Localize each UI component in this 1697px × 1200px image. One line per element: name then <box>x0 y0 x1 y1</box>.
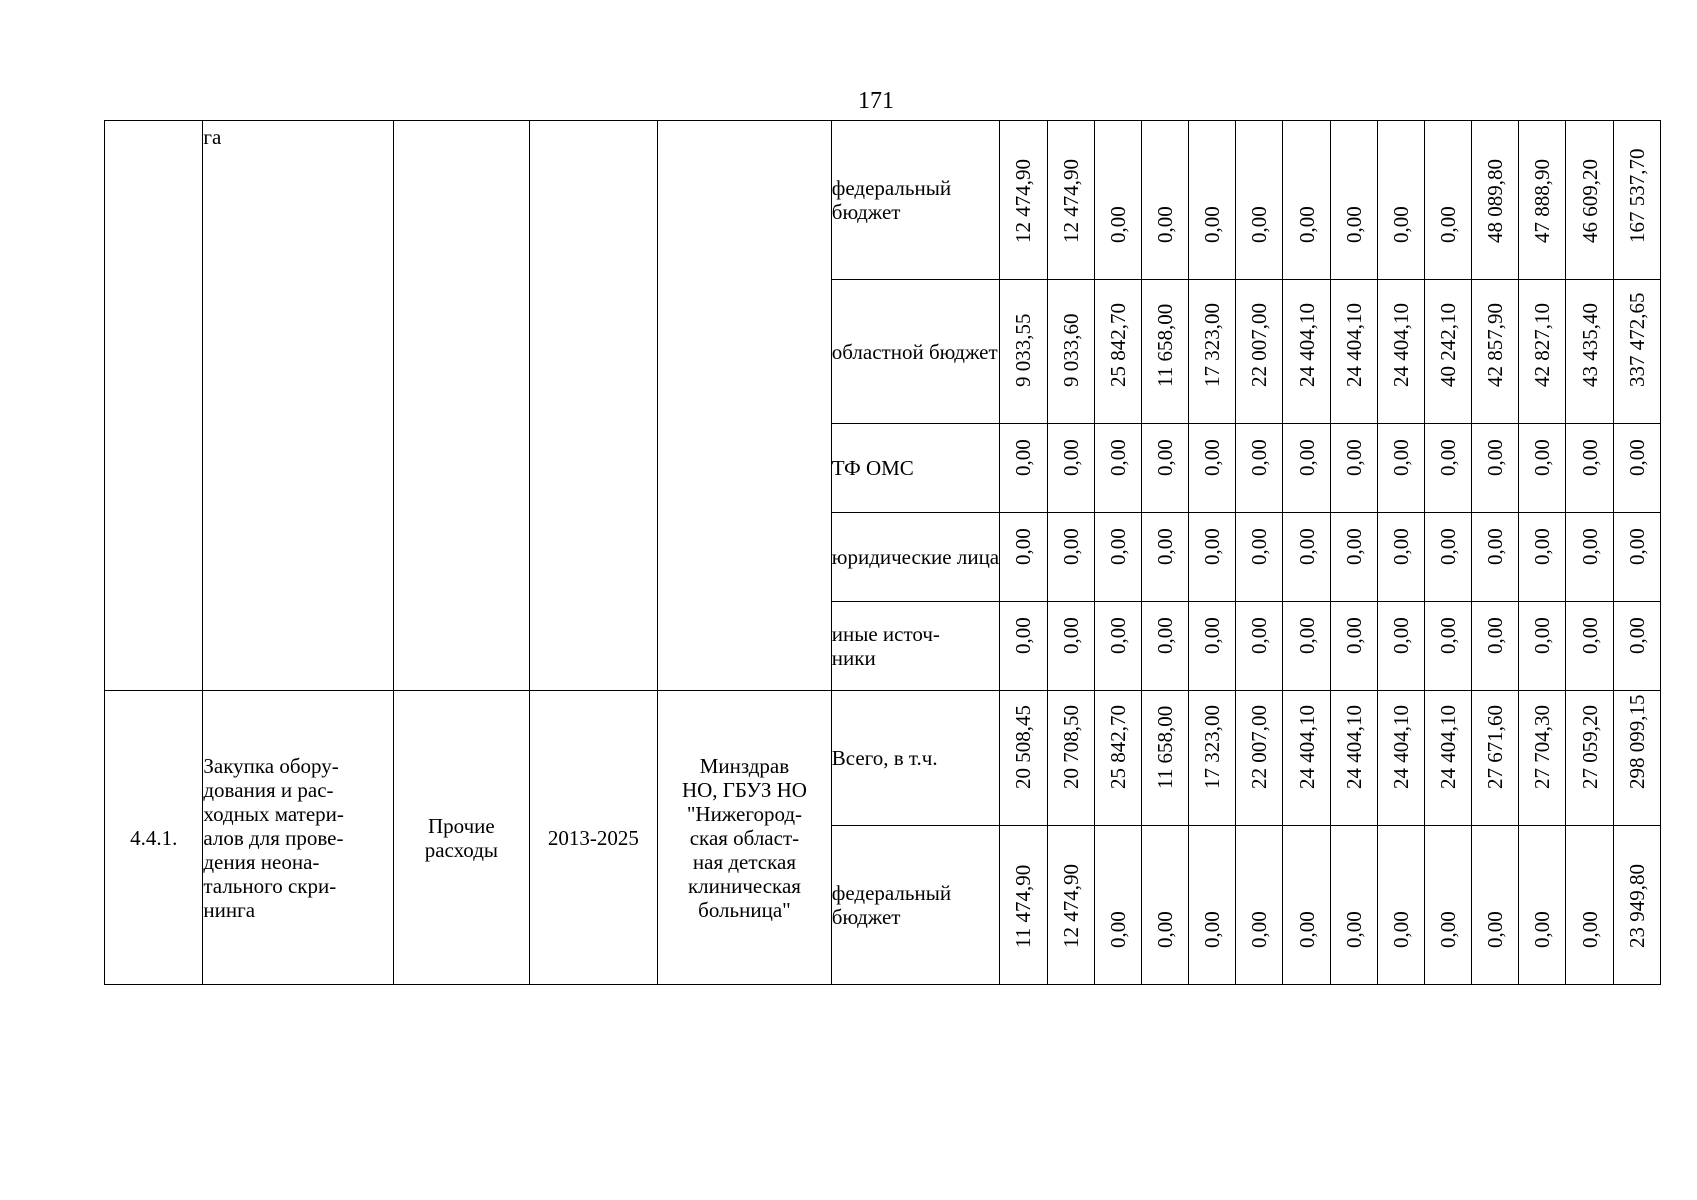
value-cell <box>1000 121 1047 280</box>
value-cell <box>1141 280 1188 424</box>
value-cell <box>1000 424 1047 513</box>
value-text: 0,00 <box>1483 617 1508 654</box>
value-cell <box>1283 280 1330 424</box>
value-cell <box>1472 121 1519 280</box>
value-cell <box>1047 602 1094 691</box>
value-text: 24 404,10 <box>1341 303 1366 387</box>
value-cell <box>1613 424 1660 513</box>
value-cell <box>1377 691 1424 826</box>
value-text: 0,00 <box>1200 528 1225 565</box>
value-text: 24 404,10 <box>1436 705 1461 789</box>
value-cell <box>1566 691 1613 826</box>
value-cell <box>1000 826 1047 985</box>
value-text: 9 033,60 <box>1058 313 1083 387</box>
value-text: 42 857,90 <box>1483 303 1508 387</box>
value-cell <box>1566 513 1613 602</box>
value-text: 0,00 <box>1436 617 1461 654</box>
item-name-cell: Закупка обору- дования и рас- ходных матери- алов для прове- дения неона- тального скри- нинга <box>203 691 394 985</box>
value-text: 0,00 <box>1577 911 1602 948</box>
value-text: 0,00 <box>1294 528 1319 565</box>
value-text: 0,00 <box>1436 439 1461 476</box>
value-cell <box>1236 280 1283 424</box>
value-cell <box>1189 602 1236 691</box>
value-cell <box>1330 280 1377 424</box>
value-text: 0,00 <box>1388 617 1413 654</box>
value-text: 0,00 <box>1388 206 1413 243</box>
value-cell <box>1047 826 1094 985</box>
value-cell <box>1424 513 1471 602</box>
value-text: 0,00 <box>1153 911 1177 948</box>
value-text: 0,00 <box>1388 911 1413 948</box>
value-cell <box>1094 691 1141 826</box>
value-text: 0,00 <box>1294 439 1319 476</box>
value-cell <box>1047 513 1094 602</box>
value-cell <box>1141 826 1188 985</box>
value-cell <box>1141 691 1188 826</box>
value-cell <box>1519 121 1566 280</box>
value-text: 0,00 <box>1341 911 1366 948</box>
value-cell <box>1141 513 1188 602</box>
value-text: 0,00 <box>1105 439 1130 476</box>
value-text: 0,00 <box>1247 206 1272 243</box>
period-cell <box>529 121 657 691</box>
value-cell <box>1472 691 1519 826</box>
value-text: 46 609,20 <box>1577 159 1602 243</box>
value-text: 0,00 <box>1436 206 1461 243</box>
value-cell <box>1566 121 1613 280</box>
funding-source-cell: иные источ- ники <box>831 602 1000 691</box>
value-cell <box>1000 691 1047 826</box>
value-text: 0,00 <box>1247 911 1272 948</box>
value-text: 0,00 <box>1577 617 1602 654</box>
value-cell <box>1613 826 1660 985</box>
value-text: 12 474,90 <box>1058 864 1083 948</box>
value-text: 27 671,60 <box>1483 705 1508 789</box>
value-cell <box>1141 424 1188 513</box>
value-text: 0,00 <box>1530 528 1555 565</box>
value-cell <box>1094 513 1141 602</box>
value-text: 0,00 <box>1530 911 1555 948</box>
value-cell <box>1613 121 1660 280</box>
value-text: 25 842,70 <box>1105 303 1130 387</box>
value-cell <box>1472 280 1519 424</box>
value-text: 0,00 <box>1577 439 1602 476</box>
funding-source-cell: областной бюджет <box>831 280 1000 424</box>
value-text: 0,00 <box>1153 528 1177 565</box>
value-cell <box>1566 424 1613 513</box>
value-text: 17 323,00 <box>1200 303 1225 387</box>
executor-cell <box>658 121 832 691</box>
value-text: 0,00 <box>1058 528 1083 565</box>
value-text: 337 472,65 <box>1624 292 1649 387</box>
value-cell <box>1424 121 1471 280</box>
value-cell <box>1236 691 1283 826</box>
value-cell <box>1236 826 1283 985</box>
value-cell <box>1047 280 1094 424</box>
value-cell <box>1519 826 1566 985</box>
value-cell <box>1424 280 1471 424</box>
value-text: 42 827,10 <box>1530 303 1555 387</box>
value-text: 24 404,10 <box>1341 705 1366 789</box>
page-number: 171 <box>858 88 894 114</box>
value-text: 17 323,00 <box>1200 705 1225 789</box>
value-cell <box>1566 280 1613 424</box>
value-text: 0,00 <box>1483 439 1508 476</box>
value-text: 0,00 <box>1530 439 1555 476</box>
value-text: 0,00 <box>1341 528 1366 565</box>
value-cell <box>1000 280 1047 424</box>
value-cell <box>1189 826 1236 985</box>
value-cell <box>1424 424 1471 513</box>
value-text: 43 435,40 <box>1577 303 1602 387</box>
value-text: 0,00 <box>1058 617 1083 654</box>
value-text: 11 474,90 <box>1011 864 1036 948</box>
value-text: 0,00 <box>1530 617 1555 654</box>
value-text: 0,00 <box>1624 439 1649 476</box>
value-text: 0,00 <box>1200 206 1225 243</box>
value-text: 0,00 <box>1341 439 1366 476</box>
value-cell <box>1330 121 1377 280</box>
value-text: 0,00 <box>1247 528 1272 565</box>
value-text: 0,00 <box>1153 206 1177 243</box>
executor-cell: Минздрав НО, ГБУЗ НО "Нижегород- ская област- ная детская клиническая больница" <box>658 691 832 985</box>
value-cell <box>1189 280 1236 424</box>
value-text: 11 658,00 <box>1153 303 1177 387</box>
value-cell <box>1189 691 1236 826</box>
value-cell <box>1613 602 1660 691</box>
value-text: 0,00 <box>1624 617 1649 654</box>
value-text: 0,00 <box>1483 528 1508 565</box>
value-cell <box>1330 513 1377 602</box>
value-text: 0,00 <box>1153 439 1177 476</box>
value-text: 0,00 <box>1483 911 1508 948</box>
funding-source-cell: Всего, в т.ч. <box>831 691 1000 826</box>
value-cell <box>1094 424 1141 513</box>
value-text: 0,00 <box>1247 617 1272 654</box>
value-cell <box>1519 280 1566 424</box>
value-text: 0,00 <box>1577 528 1602 565</box>
item-4-4-1-section <box>105 691 1661 985</box>
value-text: 0,00 <box>1200 439 1225 476</box>
value-text: 40 242,10 <box>1436 303 1461 387</box>
value-cell <box>1236 513 1283 602</box>
value-text: 20 508,45 <box>1011 705 1036 789</box>
value-text: 0,00 <box>1105 911 1130 948</box>
value-text: 0,00 <box>1436 911 1461 948</box>
item-name-tail-cell: га <box>203 121 394 691</box>
value-text: 23 949,80 <box>1624 864 1649 948</box>
value-cell <box>1519 424 1566 513</box>
table-row <box>105 691 1661 826</box>
value-text: 24 404,10 <box>1294 705 1319 789</box>
value-cell <box>1283 424 1330 513</box>
value-cell <box>1189 513 1236 602</box>
value-text: 9 033,55 <box>1011 313 1036 387</box>
value-cell <box>1094 280 1141 424</box>
value-cell <box>1566 602 1613 691</box>
value-text: 24 404,10 <box>1388 705 1413 789</box>
value-text: 0,00 <box>1011 439 1036 476</box>
value-text: 0,00 <box>1200 911 1225 948</box>
value-text: 47 888,90 <box>1530 159 1555 243</box>
value-text: 0,00 <box>1294 911 1319 948</box>
value-text: 0,00 <box>1247 439 1272 476</box>
value-cell <box>1472 602 1519 691</box>
value-cell <box>1519 513 1566 602</box>
value-cell <box>1094 602 1141 691</box>
value-text: 27 059,20 <box>1577 705 1602 789</box>
value-text: 0,00 <box>1105 206 1130 243</box>
value-text: 11 658,00 <box>1153 705 1177 789</box>
value-cell <box>1472 424 1519 513</box>
value-cell <box>1000 513 1047 602</box>
value-text: 0,00 <box>1388 439 1413 476</box>
value-cell <box>1283 826 1330 985</box>
value-cell <box>1189 121 1236 280</box>
value-cell <box>1472 513 1519 602</box>
value-text: 298 099,15 <box>1624 694 1649 789</box>
value-text: 0,00 <box>1105 617 1130 654</box>
value-text: 24 404,10 <box>1388 303 1413 387</box>
value-cell <box>1283 513 1330 602</box>
value-text: 22 007,00 <box>1247 705 1272 789</box>
expense-type-cell: Прочие расходы <box>394 691 530 985</box>
value-text: 0,00 <box>1294 617 1319 654</box>
value-cell <box>1424 602 1471 691</box>
value-cell <box>1377 826 1424 985</box>
table-row <box>105 121 1661 280</box>
value-text: 0,00 <box>1341 206 1366 243</box>
value-text: 0,00 <box>1105 528 1130 565</box>
value-text: 20 708,50 <box>1058 705 1083 789</box>
value-cell <box>1519 691 1566 826</box>
expense-type-cell <box>394 121 530 691</box>
funding-source-cell: юридические лица <box>831 513 1000 602</box>
value-text: 12 474,90 <box>1011 159 1036 243</box>
budget-table <box>104 120 1661 985</box>
value-cell <box>1330 826 1377 985</box>
value-cell <box>1330 691 1377 826</box>
value-cell <box>1377 602 1424 691</box>
value-cell <box>1613 513 1660 602</box>
value-text: 0,00 <box>1341 617 1366 654</box>
value-cell <box>1377 280 1424 424</box>
value-cell <box>1189 424 1236 513</box>
item-number-cell: 4.4.1. <box>105 691 203 985</box>
value-text: 0,00 <box>1388 528 1413 565</box>
value-text: 0,00 <box>1011 617 1036 654</box>
value-text: 0,00 <box>1624 528 1649 565</box>
value-text: 25 842,70 <box>1105 705 1130 789</box>
value-cell <box>1566 826 1613 985</box>
value-cell <box>1613 691 1660 826</box>
value-text: 0,00 <box>1058 439 1083 476</box>
value-cell <box>1424 691 1471 826</box>
value-text: 0,00 <box>1200 617 1225 654</box>
funding-source-cell: федеральный бюджет <box>831 826 1000 985</box>
value-text: 27 704,30 <box>1530 705 1555 789</box>
value-cell <box>1472 826 1519 985</box>
value-cell <box>1236 602 1283 691</box>
value-cell <box>1283 602 1330 691</box>
value-cell <box>1236 121 1283 280</box>
value-text: 48 089,80 <box>1483 159 1508 243</box>
value-cell <box>1377 424 1424 513</box>
funding-source-cell: федеральный бюджет <box>831 121 1000 280</box>
value-cell <box>1330 602 1377 691</box>
funding-source-cell: ТФ ОМС <box>831 424 1000 513</box>
value-cell <box>1283 691 1330 826</box>
value-cell <box>1613 280 1660 424</box>
value-text: 167 537,70 <box>1624 148 1649 243</box>
item-number-cell <box>105 121 203 691</box>
period-cell: 2013-2025 <box>529 691 657 985</box>
value-cell <box>1377 513 1424 602</box>
value-cell <box>1141 121 1188 280</box>
value-cell <box>1094 826 1141 985</box>
value-cell <box>1330 424 1377 513</box>
value-cell <box>1047 121 1094 280</box>
value-text: 24 404,10 <box>1294 303 1319 387</box>
value-text: 0,00 <box>1011 528 1036 565</box>
value-text: 0,00 <box>1436 528 1461 565</box>
value-cell <box>1141 602 1188 691</box>
value-text: 0,00 <box>1153 617 1177 654</box>
value-cell <box>1047 424 1094 513</box>
continuation-section <box>105 121 1661 691</box>
value-cell <box>1236 424 1283 513</box>
value-text: 0,00 <box>1294 206 1319 243</box>
value-text: 22 007,00 <box>1247 303 1272 387</box>
value-cell <box>1424 826 1471 985</box>
value-cell <box>1047 691 1094 826</box>
value-cell <box>1000 602 1047 691</box>
value-cell <box>1283 121 1330 280</box>
value-cell <box>1094 121 1141 280</box>
value-cell <box>1519 602 1566 691</box>
value-cell <box>1377 121 1424 280</box>
value-text: 12 474,90 <box>1058 159 1083 243</box>
